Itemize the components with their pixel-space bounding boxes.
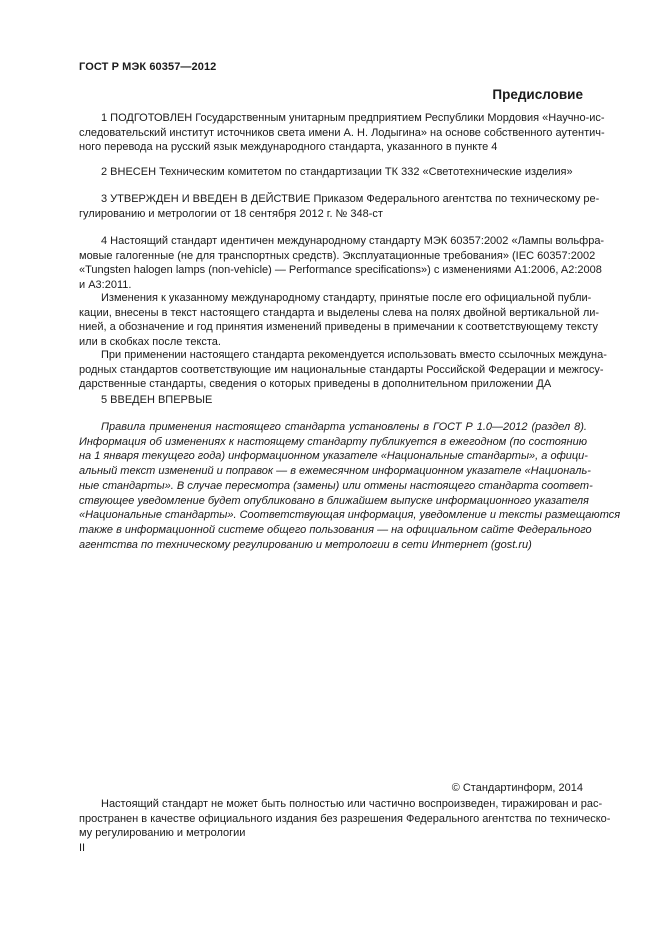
text-line: 3 УТВЕРЖДЕН И ВВЕДЕН В ДЕЙСТВИЕ Приказом Федерального агентства по техническому ре-: [101, 193, 600, 205]
section-title-wrap: [0, 86, 661, 104]
text-line: следовательский институт источников света имени А. Н. Лодыгина» на основе собственного аутентич-: [79, 126, 605, 139]
text-line: Изменения к указанному международному стандарту, принятые после его официальной публи-: [101, 292, 592, 304]
text-line: ные стандарты». В случае пересмотра (замены) или отмены настоящего стандарта соответ-: [79, 479, 593, 492]
paragraph-amendments: [79, 291, 600, 350]
text-line: кации, внесены в текст настоящего стандарта и выделены слева на полях двойной вертикальной ли-: [79, 306, 600, 319]
paragraph-approved: [79, 192, 600, 221]
text-line: агентства по техническому регулированию и метрологии в сети Интернет (gost.ru): [79, 538, 532, 551]
text-line: пространен в качестве официального издания без разрешения Федерального агентства по техническо-: [79, 812, 611, 825]
text-line: на 1 января текущего года) информационном указателе «Национальные стандарты», а офици-: [79, 450, 588, 463]
text-line: Информация об изменениях к настоящему стандарту публикуется в ежегодном (по состоянию: [79, 435, 587, 448]
text-line: родных стандартов соответствующие им национальные стандарты Российской Федерации и межгосу-: [79, 363, 604, 376]
text-line: «Tungsten halogen lamps (non-vehicle) — Performance specifications») с изменениями A1:2006, A2:2008: [79, 264, 602, 277]
section-title: Предисловие: [492, 87, 583, 102]
paragraph-rules-info: [79, 420, 621, 552]
text-line: альный текст изменений и поправок — в ежемесячном информационном указателе «Националь-: [79, 465, 591, 478]
text-line: 5 ВВЕДЕН ВПЕРВЫЕ: [101, 394, 213, 406]
paragraph-identical-standard: [79, 234, 605, 293]
paragraph-references: [79, 348, 607, 392]
text-line: При применении настоящего стандарта рекомендуется использовать вместо ссылочных междуна-: [101, 349, 607, 361]
text-line: Настоящий стандарт не может быть полностью или частично воспроизведен, тиражирован и рас-: [101, 798, 603, 810]
text-line: и A3:2011.: [79, 279, 132, 292]
text-line: или в скобках после текста.: [79, 336, 221, 349]
text-line: ствующее уведомление будет опубликовано в ближайшем выпуске информационного указателя: [79, 494, 589, 507]
page-number: II: [79, 842, 86, 854]
copyright: © Стандартинформ, 2014: [451, 782, 583, 794]
text-line: мовые галогенные (не для транспортных средств). Эксплуатационные требования» (IEC 60357:2002: [79, 249, 596, 262]
text-line: 2 ВНЕСЕН Техническим комитетом по стандартизации ТК 332 «Светотехнические изделия»: [101, 166, 573, 178]
document-code: ГОСТ Р МЭК 60357—2012: [79, 61, 217, 73]
text-line: ного перевода на русский язык международного стандарта, указанного в пункте 4: [79, 141, 498, 154]
text-line: нией, а обозначение и год принятия изменений приведены в примечании к соответствующему тексту: [79, 321, 598, 334]
paragraph-prepared-by: [79, 111, 605, 155]
paragraph-introduced-by: [79, 165, 587, 180]
text-line: Правила применения настоящего стандарта установлены в ГОСТ Р 1.0—2012 (раздел 8).: [101, 421, 587, 433]
text-line: дарственные стандарты, сведения о которых приведены в дополнительном приложении ДА: [79, 378, 552, 391]
text-line: гулированию и метрологии от 18 сентября 2012 г. № 348-ст: [79, 207, 383, 220]
text-line: также в информационной системе общего пользования — на официальном сайте Федерального: [79, 523, 592, 536]
text-line: му регулированию и метрологии: [79, 827, 246, 840]
paragraph-reproduction-notice: [79, 797, 611, 841]
text-line: 1 ПОДГОТОВЛЕН Государственным унитарным предприятием Республики Мордовия «Научно-ис-: [101, 112, 605, 124]
text-line: 4 Настоящий стандарт идентичен международному стандарту МЭК 60357:2002 «Лампы вольфра-: [101, 235, 605, 247]
paragraph-first-introduced: [79, 393, 587, 408]
text-line: «Национальные стандарты». Соответствующая информация, уведомление и тексты размещаются: [79, 509, 621, 522]
